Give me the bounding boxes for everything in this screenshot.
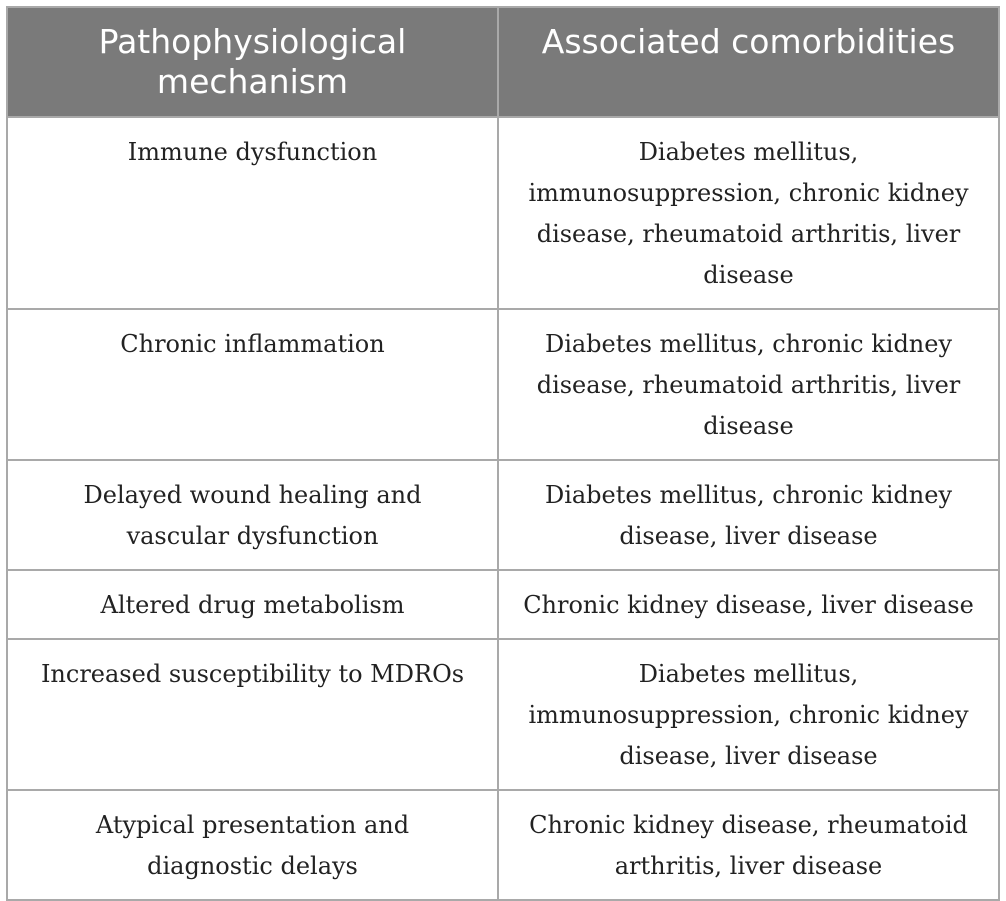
- header-mechanism: Pathophysiological mechanism: [7, 7, 498, 117]
- cell-mechanism: Increased susceptibility to MDROs: [7, 639, 498, 790]
- table-header-row: [7, 7, 999, 117]
- cell-comorbidities: Diabetes mellitus, immunosuppression, chronic kidney disease, rheumatoid arthritis, liver disease: [498, 117, 999, 309]
- cell-comorbidities: Chronic kidney disease, liver disease: [498, 570, 999, 639]
- cell-mechanism: Delayed wound healing and vascular dysfunction: [7, 460, 498, 570]
- cell-mechanism: Chronic inflammation: [7, 309, 498, 460]
- table-row: [7, 460, 999, 570]
- table-row: [7, 570, 999, 639]
- cell-comorbidities: Diabetes mellitus, immunosuppression, chronic kidney disease, liver disease: [498, 639, 999, 790]
- table-row: [7, 790, 999, 900]
- table-row: [7, 639, 999, 790]
- cell-comorbidities: Diabetes mellitus, chronic kidney disease, rheumatoid arthritis, liver disease: [498, 309, 999, 460]
- table-row: [7, 117, 999, 309]
- cell-mechanism: Altered drug metabolism: [7, 570, 498, 639]
- comorbidity-table-container: [6, 6, 998, 901]
- cell-comorbidities: Chronic kidney disease, rheumatoid arthritis, liver disease: [498, 790, 999, 900]
- cell-mechanism: Atypical presentation and diagnostic delays: [7, 790, 498, 900]
- table-row: [7, 309, 999, 460]
- comorbidity-table: [6, 6, 1000, 901]
- cell-comorbidities: Diabetes mellitus, chronic kidney disease, liver disease: [498, 460, 999, 570]
- header-comorbidities: Associated comorbidities: [498, 7, 999, 117]
- cell-mechanism: Immune dysfunction: [7, 117, 498, 309]
